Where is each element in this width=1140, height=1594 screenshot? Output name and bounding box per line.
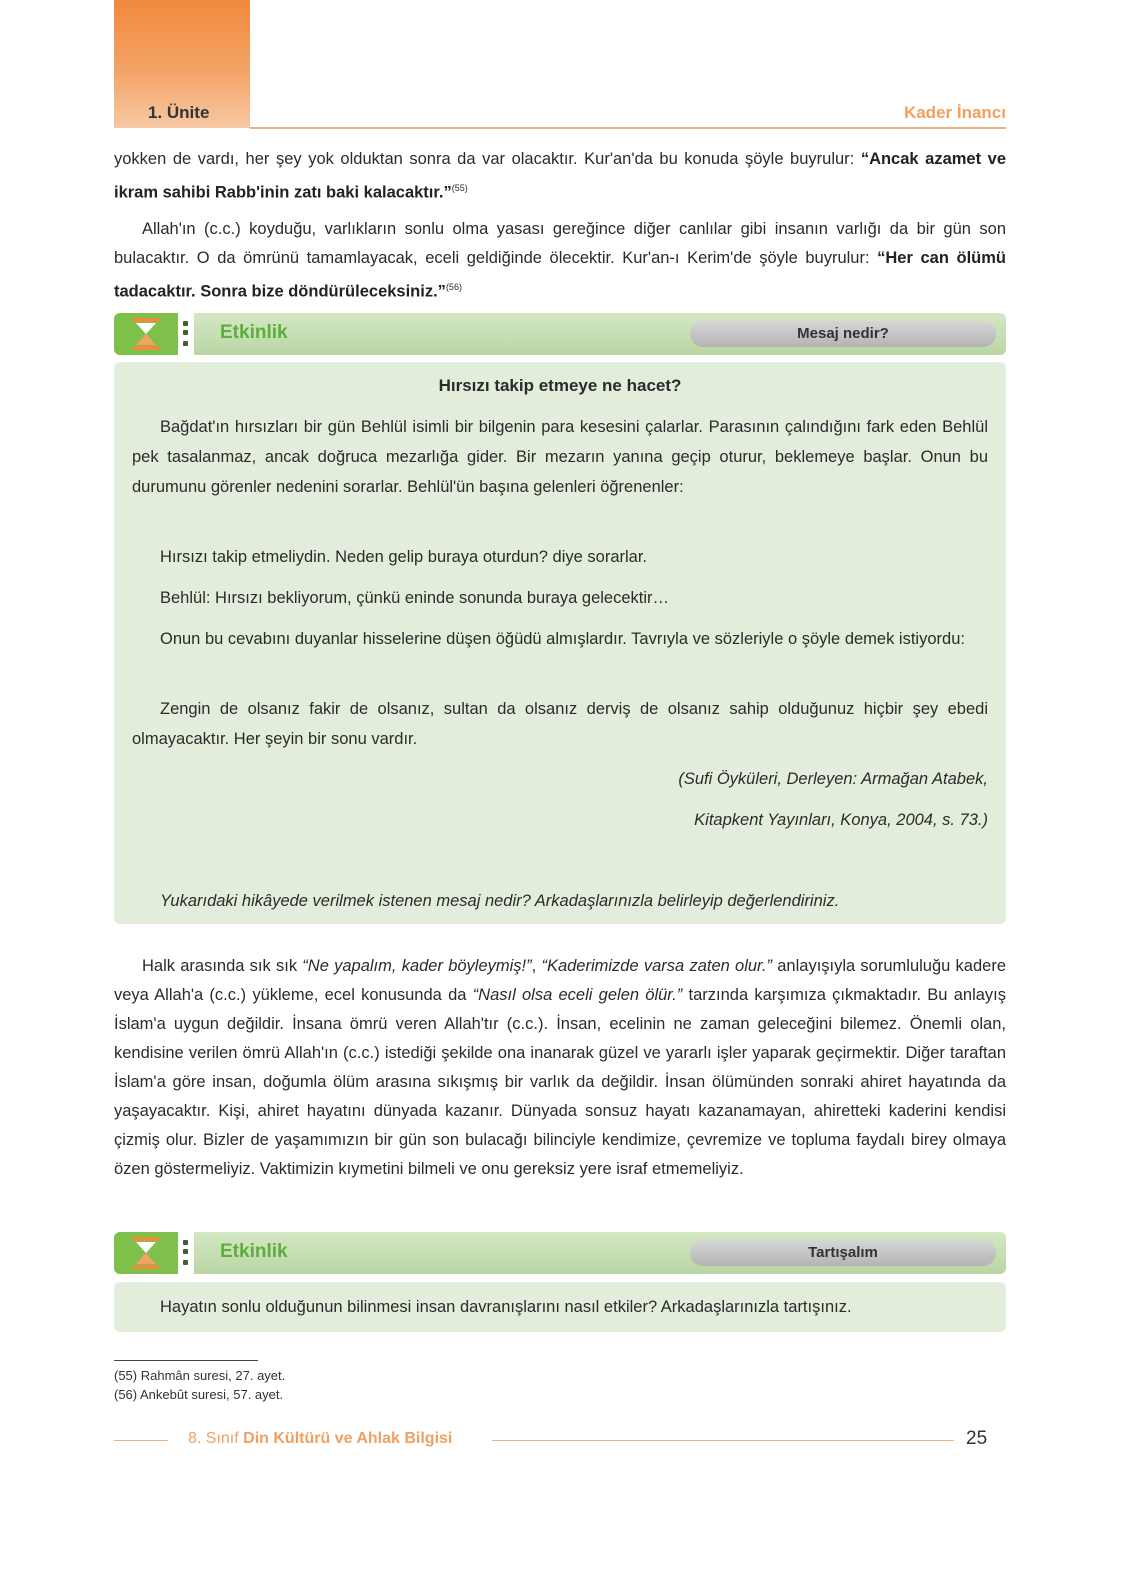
footer-grade: 8. Sınıf xyxy=(188,1430,244,1447)
activity-question-2: Hayatın sonlu olduğunun bilinmesi insan davranışlarını nasıl etkiler? Arkadaşlarınızla tartışınız. xyxy=(160,1298,852,1316)
unit-label: 1. Ünite xyxy=(148,103,210,122)
body-paragraph xyxy=(114,952,1006,1184)
page-number: 25 xyxy=(966,1428,988,1449)
hourglass-icon xyxy=(130,1236,162,1270)
activity-question-1: Yukarıdaki hikâyede verilmek istenen mesaj nedir? Arkadaşlarınızla belirleyip değerlendiriniz. xyxy=(160,892,840,910)
body-text-3: anlayışıyla sorumluluğu kadere veya Allah'a (c.c.) yükleme, ecel konusunda da xyxy=(114,957,1006,1004)
story-paragraph-1: Bağdat'ın hırsızları bir gün Behlül isimli bir bilgenin para kesesini çalarlar. Parasının çalındığını fark eden Behlül pek tasalanmaz, ancak doğruca mezarlığa gider. Bir mezarın yanına geçip oturur, beklemeye başlar. Onun bu durumunu görenler nedenini sorarlar. Behlül'ün başına gelenleri öğrenenler: xyxy=(132,418,988,496)
hourglass-icon xyxy=(130,317,162,351)
intro-text-2: Allah'ın (c.c.) koyduğu, varlıkların sonlu olma yasası gereğince diğer canlılar gibi insanın varlığı da bir gün son bulacaktır. O da ömrünü tamamlayacak, eceli geldiğinde ölecektir. Kur'an-ı Kerim'de şöyle buyrulur: xyxy=(114,220,1006,267)
story-paragraph-3: Behlül: Hırsızı bekliyorum, çünkü eninde sonunda buraya gelecektir… xyxy=(160,589,670,607)
body-quote-2: “Kaderimizde varsa zaten olur.” xyxy=(541,957,773,975)
footer-book-title xyxy=(188,1430,452,1448)
activity-label-2: Etkinlik xyxy=(220,1241,288,1262)
story-title: Hırsızı takip etmeye ne hacet? xyxy=(438,376,682,395)
body-quote-3: “Nasıl olsa eceli gelen ölür.” xyxy=(472,986,683,1004)
activity-box-1 xyxy=(114,362,1006,924)
footer-book: Din Kültürü ve Ahlak Bilgisi xyxy=(243,1430,453,1447)
footnote-ref-55[interactable]: (55) xyxy=(451,183,468,193)
story-paragraph-2: Hırsızı takip etmeliydin. Neden gelip buraya oturdun? diye sorarlar. xyxy=(160,548,647,566)
section-title: Kader İnancı xyxy=(903,103,1006,122)
activity-dots-2 xyxy=(178,1232,194,1274)
footnote-55: (55) Rahmân suresi, 27. ayet. xyxy=(114,1368,286,1383)
body-text-2: , xyxy=(531,957,542,975)
footnote-divider xyxy=(114,1360,258,1361)
activity-icon-2 xyxy=(114,1232,178,1274)
footnote-ref-56[interactable]: (56) xyxy=(445,282,462,292)
activity-pill-1: Mesaj nedir? xyxy=(690,321,996,347)
activity-dots-1 xyxy=(178,313,194,355)
footer-divider-right xyxy=(492,1440,954,1441)
activity-box-2 xyxy=(114,1282,1006,1332)
activity-label-1: Etkinlik xyxy=(220,322,288,343)
activity-icon-1 xyxy=(114,313,178,355)
body-text-4: tarzında karşımıza çıkmaktadır. Bu anlayış İslam'a uygun değildir. İnsana ömrü veren Allah'tır (c.c.). İnsan, ecelinin ne zaman geleceğini bilemez. Önemli olan, kendisine verilen ömrü Allah'ın (c.c.) istediği şekilde ona inanarak güzel ve yararlı işler yaparak geçirmektir. Diğer taraftan İslam'a göre insan, doğumla ölüm arasına sıkışmış bir varlık da değildir. İnsan ölümünden sonraki ahiret hayatında da yaşayacaktır. Kişi, ahiret hayatını dünyada kazanır. Dünyada sonsuz hayatı kazanamayan, ahiretteki kaderini kendisi çizmiş olur. Bizler de yaşamımızın bir gün son bulacağı bilinciyle kendimize, çevremize ve topluma faydalı birey olmaya özen göstermeliyiz. Vaktimizin kıymetini bilmeli ve onu gereksiz yere israf etmemeliyiz. xyxy=(114,986,1006,1178)
story-source-line-1: (Sufi Öyküleri, Derleyen: Armağan Atabek, xyxy=(678,770,988,788)
story-paragraph-5: Zengin de olsanız fakir de olsanız, sultan da olsanız derviş de olsanız sahip olduğunuz hiçbir şey ebedi olmayacaktır. Her şeyin bir sonu vardır. xyxy=(132,700,988,748)
quran-quote-2: “Her can ölümü tadacaktır. Sonra bize döndürüleceksiniz.” xyxy=(114,249,1006,301)
footer-divider-left xyxy=(114,1440,168,1441)
intro-paragraph-1 xyxy=(114,145,1006,208)
quran-quote-1: “Ancak azamet ve ikram sahibi Rabb'inin zatı baki kalacaktır.” xyxy=(114,150,1006,202)
body-quote-1: “Ne yapalım, kader böyleymiş!” xyxy=(302,957,532,975)
activity-header-2 xyxy=(114,1232,1006,1274)
body-text-1: Halk arasında sık sık xyxy=(142,957,303,975)
activity-header-1 xyxy=(114,313,1006,355)
header-divider xyxy=(250,127,1006,129)
intro-text-1: yokken de vardı, her şey yok olduktan sonra da var olacaktır. Kur'an'da bu konuda şöyle buyrulur: xyxy=(114,150,861,168)
story-paragraph-4: Onun bu cevabını duyanlar hisselerine düşen öğüdü almışlardır. Tavrıyla ve sözleriyle o şöyle demek istiyordu: xyxy=(160,630,965,648)
activity-pill-2: Tartışalım xyxy=(690,1240,996,1266)
story-source-line-2: Kitapkent Yayınları, Konya, 2004, s. 73.) xyxy=(694,811,988,829)
footnote-56: (56) Ankebût suresi, 57. ayet. xyxy=(114,1387,284,1402)
intro-paragraph-2 xyxy=(114,215,1006,307)
